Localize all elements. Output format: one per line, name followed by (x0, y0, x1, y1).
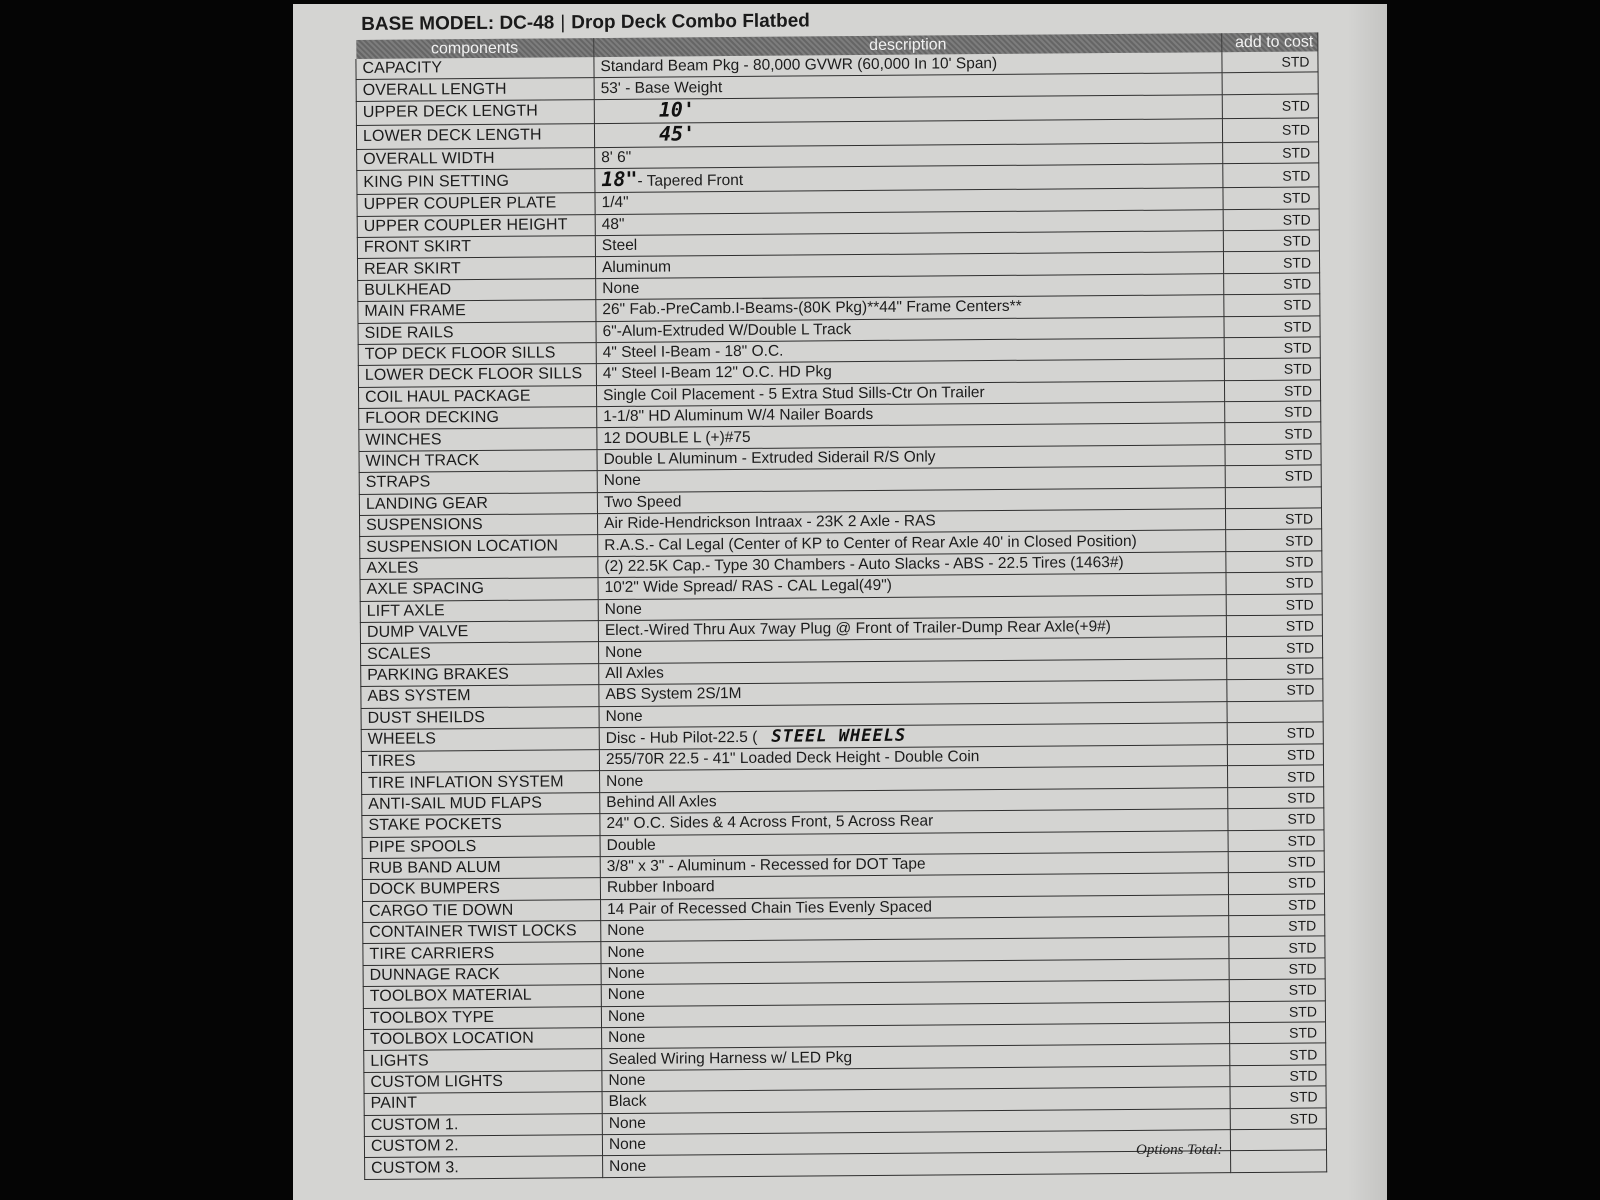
cost-cell: STD (1225, 508, 1321, 530)
cost-cell: STD (1223, 142, 1319, 164)
base-model-label: BASE MODEL: DC-48 (361, 12, 555, 35)
cost-cell: STD (1228, 829, 1324, 851)
cost-cell: STD (1227, 744, 1323, 766)
cost-cell: STD (1226, 594, 1322, 616)
cost-cell: STD (1223, 230, 1319, 252)
description-text: 1-1/8" HD Aluminum W/4 Nailer Boards (603, 406, 874, 426)
cost-cell: STD (1227, 658, 1323, 680)
component-cell: TOP DECK FLOOR SILLS (358, 343, 596, 366)
cost-cell (1227, 700, 1323, 722)
description-text: Aluminum (601, 258, 672, 276)
cost-cell: STD (1229, 958, 1325, 980)
component-cell: CARGO TIE DOWN (363, 899, 601, 922)
description-text: None (606, 772, 644, 790)
component-cell: DUST SHEILDS (361, 706, 599, 729)
cost-cell: STD (1222, 118, 1318, 143)
component-cell: STRAPS (359, 471, 597, 494)
document-photo (293, 4, 1387, 1200)
component-cell: CONTAINER TWIST LOCKS (363, 921, 601, 944)
component-cell: PAINT (364, 1092, 602, 1115)
description-text: Behind All Axles (606, 793, 717, 811)
handwritten-note: 18" (601, 166, 638, 192)
component-cell: WINCH TRACK (359, 449, 597, 472)
component-cell: BULKHEAD (358, 278, 596, 301)
description-text: None (607, 943, 645, 961)
component-cell: TIRE INFLATION SYSTEM (362, 771, 600, 794)
component-cell: OVERALL WIDTH (357, 147, 595, 170)
component-cell: ANTI-SAIL MUD FLAPS (362, 792, 600, 815)
cost-cell: STD (1224, 273, 1320, 295)
cost-cell: STD (1225, 444, 1321, 466)
description-text: None (605, 643, 643, 661)
spec-table (355, 32, 1327, 1179)
description-text: None (608, 1114, 646, 1132)
component-cell: RUB BAND ALUM (362, 856, 600, 879)
spec-table-body (356, 51, 1327, 1179)
component-cell: UPPER DECK LENGTH (356, 99, 594, 125)
cost-cell: STD (1224, 380, 1320, 402)
cost-cell: STD (1227, 765, 1323, 787)
cost-cell: STD (1230, 1065, 1326, 1087)
cost-cell: STD (1228, 808, 1324, 830)
cost-cell (1225, 487, 1321, 509)
component-cell: STAKE POCKETS (362, 814, 600, 837)
component-cell: PARKING BRAKES (361, 663, 599, 686)
cost-cell (1231, 1150, 1327, 1172)
description-text: None (609, 1157, 647, 1175)
description-text: Black (608, 1093, 647, 1111)
cost-cell: STD (1223, 251, 1319, 273)
header-add-to-cost: add to cost (1222, 32, 1318, 52)
cost-cell: STD (1226, 551, 1322, 573)
cost-cell: STD (1228, 787, 1324, 809)
description-text: ABS System 2S/1M (605, 685, 742, 704)
description-text: None (605, 707, 643, 725)
handwritten-note: 10' (658, 97, 696, 122)
cost-cell: STD (1228, 872, 1324, 894)
description-text: Two Speed (603, 493, 682, 511)
description-text: 8' 6" (601, 148, 632, 167)
component-cell: ABS SYSTEM (361, 685, 599, 708)
description-text: Standard Beam Pkg - 80,000 GVWR (60,000 In 10' Span) (600, 55, 998, 76)
description-text: None (603, 472, 641, 490)
cost-cell: STD (1229, 1001, 1325, 1023)
cost-cell: STD (1225, 422, 1321, 444)
description-text: None (607, 922, 645, 940)
component-cell: UPPER COUPLER HEIGHT (357, 214, 595, 237)
description-text: 1/4" (601, 194, 629, 212)
cost-cell: STD (1227, 679, 1323, 701)
cost-cell: STD (1226, 572, 1322, 594)
cost-cell: STD (1229, 894, 1325, 916)
component-cell: LANDING GEAR (359, 492, 597, 515)
component-cell: DUNNAGE RACK (363, 963, 601, 986)
component-cell: CUSTOM 3. (365, 1156, 603, 1179)
description-text: None (607, 986, 645, 1004)
description-text: Single Coil Placement - 5 Extra Stud Sills-Ctr On Trailer (602, 383, 985, 404)
cost-cell: STD (1223, 208, 1319, 230)
description-text: Double L Aluminum - Extruded Siderail R/S Only (603, 448, 936, 469)
cost-cell: STD (1224, 337, 1320, 359)
component-cell: TOOLBOX MATERIAL (363, 985, 601, 1008)
description-text: 10'2" Wide Spread/ RAS - CAL Legal(49") (604, 577, 893, 597)
component-cell: CAPACITY (356, 57, 594, 80)
header-description: description (594, 33, 1222, 57)
title-separator: | (560, 12, 566, 34)
cost-cell: STD (1228, 851, 1324, 873)
component-cell: TIRES (361, 750, 599, 773)
component-cell: SUSPENSION LOCATION (360, 535, 598, 558)
component-cell: LIGHTS (364, 1049, 602, 1072)
description-text: Rubber Inboard (606, 878, 715, 897)
component-cell: LOWER DECK LENGTH (356, 123, 594, 149)
cost-cell: STD (1225, 465, 1321, 487)
description-text: (2) 22.5K Cap.- Type 30 Chambers - Auto Slacks - ABS - 22.5 Tires (1463#) (604, 553, 1124, 576)
description-text: R.A.S.- Cal Legal (Center of KP to Center of Rear Axle 40' in Closed Position) (604, 532, 1137, 554)
component-cell: CUSTOM LIGHTS (364, 1070, 602, 1093)
description-text: 12 DOUBLE L (+)#75 (603, 428, 751, 447)
description-text: Double (606, 836, 656, 854)
cost-cell: STD (1222, 51, 1318, 73)
cost-cell (1230, 1129, 1326, 1151)
component-cell: CUSTOM 1. (364, 1113, 602, 1136)
description-text: 48" (601, 215, 625, 233)
cost-cell: STD (1224, 315, 1320, 337)
component-cell: OVERALL LENGTH (356, 78, 594, 101)
component-cell: LIFT AXLE (360, 599, 598, 622)
cost-cell (1222, 72, 1318, 94)
component-cell: KING PIN SETTING (357, 169, 595, 195)
component-cell: SUSPENSIONS (360, 514, 598, 537)
component-cell: TIRE CARRIERS (363, 942, 601, 965)
description-text: 4" Steel I-Beam - 18" O.C. (602, 342, 784, 362)
description-text: All Axles (605, 664, 664, 683)
description-text: 4" Steel I-Beam 12" O.C. HD Pkg (602, 363, 832, 383)
description-text: None (604, 600, 642, 618)
cost-cell: STD (1227, 722, 1323, 745)
cost-cell: STD (1229, 979, 1325, 1001)
handwritten-note: 45' (658, 121, 696, 146)
component-cell: MAIN FRAME (358, 300, 596, 323)
cost-cell: STD (1223, 187, 1319, 209)
cost-cell: STD (1226, 636, 1322, 658)
description-text: 14 Pair of Recessed Chain Ties Evenly Spaced (607, 898, 932, 918)
cost-cell: STD (1222, 94, 1318, 119)
component-cell: AXLES (360, 556, 598, 579)
component-cell: PIPE SPOOLS (362, 835, 600, 858)
paper-edge-shadow (1347, 4, 1387, 1200)
spec-sheet (355, 4, 1327, 1200)
cost-cell: STD (1224, 358, 1320, 380)
component-cell: LOWER DECK FLOOR SILLS (358, 364, 596, 387)
component-cell: COIL HAUL PACKAGE (358, 385, 596, 408)
cost-cell: STD (1226, 529, 1322, 551)
cost-cell: STD (1223, 163, 1319, 188)
component-cell: SCALES (361, 642, 599, 665)
options-total-label: Options Total: (1136, 1142, 1223, 1158)
cost-cell: STD (1230, 1107, 1326, 1129)
description-text: None (608, 1028, 646, 1047)
component-cell: REAR SKIRT (357, 257, 595, 280)
description-text: - Tapered Front (637, 172, 744, 190)
description-text: None (608, 1135, 647, 1154)
component-cell: TOOLBOX LOCATION (364, 1028, 602, 1051)
component-cell: SIDE RAILS (358, 321, 596, 344)
description-text: Elect.-Wired Thru Aux 7way Plug @ Front of Trailer-Dump Rear Axle(+9#) (604, 618, 1112, 640)
description-text: 53' - Base Weight (600, 78, 723, 97)
description-text: 255/70R 22.5 - 41" Loaded Deck Height - Double Coin (605, 748, 980, 769)
header-components: components (356, 38, 594, 59)
cost-cell: STD (1230, 1086, 1326, 1108)
model-description: Drop Deck Combo Flatbed (571, 10, 810, 34)
description-text: None (602, 279, 640, 297)
description-text: Disc - Hub Pilot-22.5 ( (605, 728, 758, 747)
cost-cell: STD (1230, 1022, 1326, 1044)
component-cell: AXLE SPACING (360, 578, 598, 601)
description-text: 24" O.C. Sides & 4 Across Front, 5 Across Rear (606, 812, 934, 833)
description-text: Air Ride-Hendrickson Intraax - 23K 2 Axle - RAS (604, 512, 936, 533)
description-text: 3/8" x 3" - Aluminum - Recessed for DOT Tape (606, 855, 926, 876)
cost-cell: STD (1229, 936, 1325, 958)
component-cell: TOOLBOX TYPE (363, 1006, 601, 1029)
component-cell: FLOOR DECKING (359, 407, 597, 430)
component-cell: DUMP VALVE (360, 621, 598, 644)
description-text: Sealed Wiring Harness w/ LED Pkg (608, 1048, 853, 1068)
cost-cell: STD (1230, 1043, 1326, 1065)
description-text: 26" Fab.-PreCamb.I-Beams-(80K Pkg)**44" Frame Centers** (602, 298, 1022, 319)
description-text: Steel (601, 236, 638, 255)
cost-cell: STD (1225, 401, 1321, 423)
component-cell: UPPER COUPLER PLATE (357, 193, 595, 216)
component-cell: WINCHES (359, 428, 597, 451)
component-cell: DOCK BUMPERS (362, 878, 600, 901)
cost-cell: STD (1226, 615, 1322, 637)
description-text: None (607, 1007, 646, 1025)
component-cell: FRONT SKIRT (357, 236, 595, 259)
description-text: None (607, 964, 645, 983)
description-text: None (608, 1071, 646, 1090)
component-cell: CUSTOM 2. (364, 1135, 602, 1158)
cost-cell: STD (1229, 915, 1325, 937)
cost-cell: STD (1224, 294, 1320, 316)
component-cell: WHEELS (361, 728, 599, 752)
handwritten-note: STEEL WHEELS (771, 725, 907, 747)
description-text: 6"-Alum-Extruded W/Double L Track (602, 320, 852, 340)
